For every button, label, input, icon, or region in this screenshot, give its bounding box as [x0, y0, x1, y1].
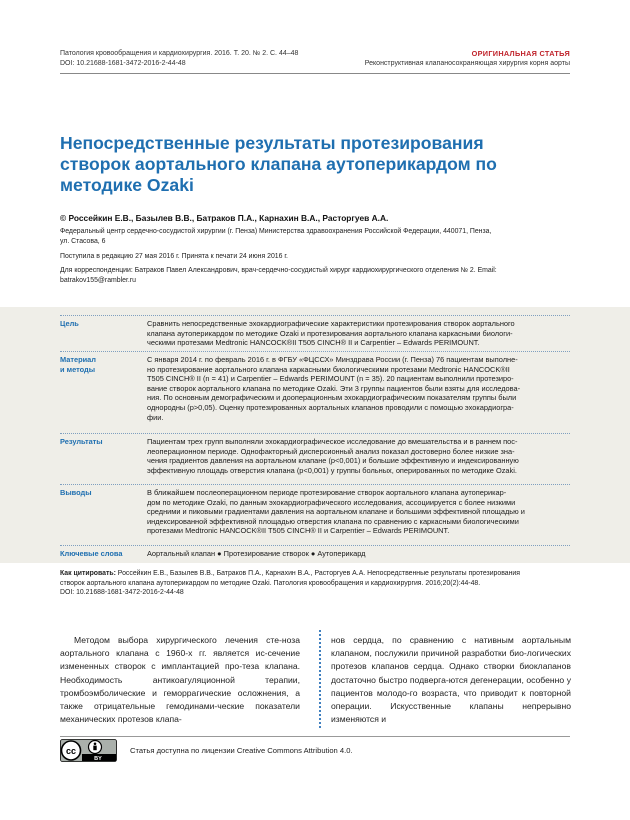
by-glyph: BY [94, 756, 102, 762]
article-section-header [365, 49, 570, 68]
methods-line: фии. [147, 412, 164, 422]
methods-line: но протезирование аортального клапана каркасными биологическими протезами Medtronic HANCOCK®II [147, 364, 510, 374]
citation-line [60, 569, 570, 579]
title-line: методике Ozaki [60, 175, 194, 195]
methods-line: однородны (p>0,05). Оценку протезированных аортальных клапанов проводили с помощью эхокардиогра- [147, 402, 514, 412]
aim-line: ческими протезами Medtronic HANCOCK®II T505 CINCH® II и Carpentier – Edwards PERIMOUNT. [147, 338, 480, 348]
methods-text [147, 355, 570, 422]
correspondence [60, 266, 570, 285]
correspondence-email[interactable]: batrakov155@rambler.ru [60, 276, 136, 284]
body-paragraph: нов сердца, по сравнению с нативным аортальным клапаном, послужили причиной разработки био-логических протезов клапанов сердца. Однако створки биоклапанов достаточно быстро подверга-ются дегенерации, особенно у пациентов молодо-го возраста, что приводит к повторной операции. Искусственные клапаны непрерывно изменяются и [331, 635, 571, 725]
article-title [60, 133, 570, 196]
column-divider [319, 630, 321, 728]
received-dates: Поступила в редакцию 27 мая 2016 г. Принята к печати 24 июня 2016 г. [60, 253, 288, 260]
title-line: Непосредственные результаты протезирования [60, 133, 484, 153]
article-type: ОРИГИНАЛЬНАЯ СТАТЬЯ [471, 49, 570, 58]
cc-by-license-icon[interactable] [60, 739, 117, 762]
conclusions-line: дом по методике Ozaki, по данным эхокардиографического исследования, ассоциируется с более низкими [147, 497, 516, 507]
cc-by-badge-icon [60, 739, 117, 762]
citation-label: Как цитировать: [60, 570, 116, 577]
aim-line: клапана аутоперикардом по методике Ozaki и протезирования аортального клапана каркасными биологи- [147, 328, 513, 338]
methods-line: T505 CINCH® II (n = 41) и Carpentier – Edwards PERIMOUNT (n = 35). 20 пациентам выполнили протезиро- [147, 374, 514, 384]
affiliation-line: ул. Стасова, 6 [60, 237, 106, 245]
methods-line: С января 2014 г. по февраль 2016 г. в ФГБУ «ФЦССХ» Минздрава России (г. Пенза) 76 пациентам выполне- [147, 355, 518, 364]
affiliation-line: Федеральный центр сердечно-сосудистой хирургии (г. Пенза) Министерства здравоохранения Российской Федерации, 440071, Пенза, [60, 228, 492, 235]
methods-line: ния. По основным демографическим и дооперационным эхокардиографическим показателям группы были [147, 393, 517, 403]
conclusions-line: средними и пиковыми градиентами давления на аортальном клапане и большими эффективной площадью и [147, 507, 525, 517]
abstract-keywords-row [60, 545, 570, 562]
abstract-panel [0, 307, 630, 563]
citation-doi[interactable]: DOI: 10.21688-1681-3472-2016-2-44-48 [60, 589, 184, 597]
results-line: леоперационном периоде. Однофакторный дисперсионный анализ показал достоверно более низкие зна- [147, 446, 515, 456]
abstract-results-row [60, 433, 570, 483]
doi-line: DOI: 10.21688-1681-3472-2016-2-44-48 [60, 59, 186, 67]
journal-citation-line: Патология кровообращения и кардиохирургия. 2016. Т. 20. № 2. С. 44–48 [60, 50, 299, 57]
methods-label-line: и методы [60, 364, 96, 374]
aim-label: Цель [60, 319, 79, 328]
results-label: Результаты [60, 437, 103, 446]
results-line: эффективную площадь отверстия клапана (p<0,001) у группы больных, оперированных по методике Ozaki. [147, 465, 517, 475]
conclusions-line: В ближайшем послеоперационном периоде протезирование створок аортального клапана аутоперикар- [147, 488, 507, 497]
abstract-methods-row [60, 351, 570, 432]
results-text [147, 437, 570, 475]
body-column-left [60, 634, 300, 726]
title-line: створок аортального клапана аутоперикардом по [60, 154, 497, 174]
citation-line: створок аортального клапана аутоперикардом по методике Ozaki. Патология кровообращения и кардиохирургия. 2016;20(2):44-48. [60, 579, 481, 587]
conclusions-label: Выводы [60, 488, 92, 497]
body-column-right [331, 634, 571, 726]
conclusions-line: протезами Medtronic HANCOCK®II T505 CINCH® II и Carpentier – Edwards PERIMOUNT. [147, 526, 450, 536]
affiliation [60, 227, 570, 246]
methods-label [60, 355, 140, 374]
correspondence-line: Для корреспонденции: Батраков Павел Александрович, врач-сердечно-сосудистый хирург кардиохирургического отделения № 2. Email: [60, 267, 497, 274]
header-divider [60, 73, 570, 74]
citation-text: Россейкин Е.В., Базылев В.В., Батраков П.А., Карнахин В.А., Расторгуев А.А. Непосредственные результаты протезирования [117, 570, 521, 577]
conclusions-text [147, 488, 570, 536]
authors: © Россейкин Е.В., Базылев В.В., Батраков П.А., Карнахин В.А., Расторгуев А.А. [60, 213, 389, 223]
results-line: чения градиентов давления на аортальном клапане (p<0,001) и большие эффективную и индексированную [147, 456, 519, 466]
conclusions-line: индексированной эффективной площадью отверстия клапана по сравнению с каркасными биологическими [147, 516, 519, 526]
section-name: Реконструктивная клапаносохраняющая хирургия корня аорты [364, 59, 570, 67]
methods-line: вание створок аортального клапана по методике Ozaki. Эти 3 группы пациентов были взяты для исследова- [147, 383, 521, 393]
aim-line: Сравнить непосредственные эхокардиографические характеристики протезирования створок аортального [147, 319, 515, 328]
journal-header [60, 49, 298, 68]
cc-glyph: cc [65, 745, 77, 756]
abstract-aim-row [60, 315, 570, 350]
keywords-label: Ключевые слова [60, 549, 123, 558]
aim-text [147, 319, 570, 348]
abstract-conclusions-row [60, 484, 570, 544]
footer-divider [60, 736, 570, 737]
body-paragraph: Методом выбора хирургического лечения сте-ноза аортального клапана с 1960-х гг. является ис-сечение измененных створок с имплантацией про-теза клапана. Необходимость антикоагуляционной терапии, тромбоэмболические и геморрагические осложнения, а также отрицательные гемодинами-ческие показатели механических протезов клапа- [60, 635, 300, 725]
results-line: Пациентам трех групп выполняли эхокардиографическое исследование до вмешательства и в раннем пос- [147, 437, 518, 446]
license-text: Статья доступна по лицензии Creative Commons Attribution 4.0. [130, 746, 353, 755]
methods-label-line: Материал [60, 355, 96, 364]
how-to-cite [60, 569, 570, 598]
keywords-text: Аортальный клапан ● Протезирование створок ● Аутоперикард [147, 549, 366, 558]
